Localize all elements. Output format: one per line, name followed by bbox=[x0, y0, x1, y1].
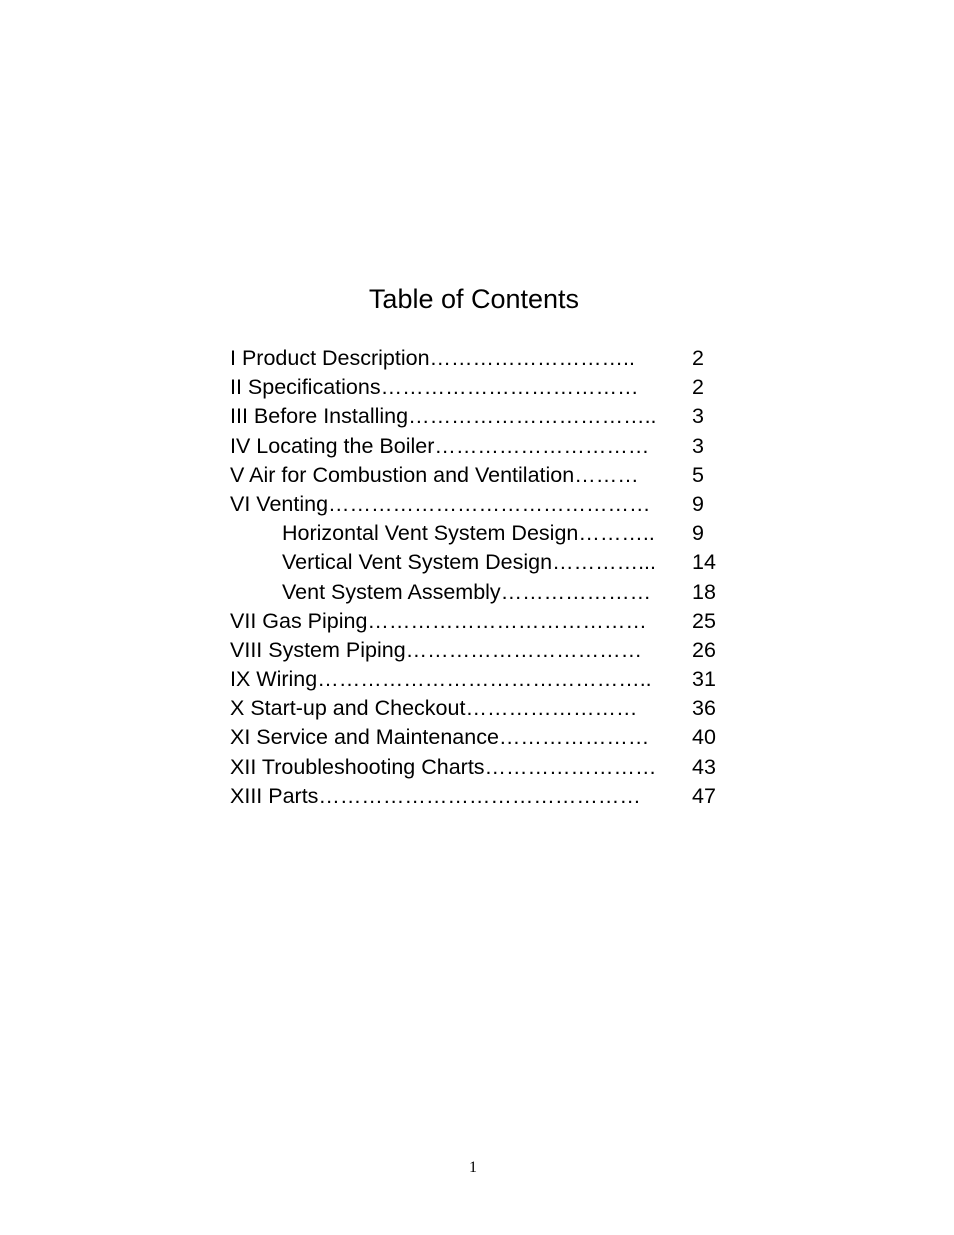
toc-entry-startup-checkout[interactable] bbox=[230, 694, 720, 723]
toc-entry-page: 40 bbox=[692, 725, 716, 750]
toc-title: Table of Contents bbox=[368, 284, 580, 314]
toc-entry-label: Vent System Assembly………………… bbox=[282, 579, 652, 604]
toc-entry-label: II Specifications……………………………… bbox=[230, 375, 639, 400]
toc-entry-venting[interactable] bbox=[230, 490, 720, 519]
toc-entry-label: VIII System Piping…………………………… bbox=[230, 637, 643, 662]
toc-entry-parts[interactable] bbox=[230, 782, 720, 811]
toc-entry-product-description[interactable] bbox=[230, 344, 720, 373]
toc-entry-page: 36 bbox=[692, 696, 716, 721]
toc-entry-service-maintenance[interactable] bbox=[230, 723, 720, 752]
toc-entry-label: I Product Description……………………….. bbox=[230, 346, 636, 370]
toc-entry-page: 47 bbox=[692, 783, 716, 808]
toc-entry-system-piping[interactable] bbox=[230, 636, 720, 665]
toc-entry-page: 43 bbox=[692, 754, 716, 779]
toc-entry-vertical-vent[interactable] bbox=[230, 548, 720, 577]
toc-entry-specifications[interactable] bbox=[230, 373, 720, 402]
toc-entry-label: VII Gas Piping………………………………… bbox=[230, 608, 647, 633]
toc-entry-page: 9 bbox=[692, 491, 704, 516]
toc-entry-label: XIII Parts……………………………………… bbox=[230, 783, 641, 808]
toc-entry-page: 25 bbox=[692, 608, 716, 633]
toc-entry-page: 14 bbox=[692, 550, 716, 575]
toc-entry-label: Horizontal Vent System Design……….. bbox=[282, 521, 655, 546]
toc-entry-vent-assembly[interactable] bbox=[230, 578, 720, 607]
toc-entry-air-combustion[interactable] bbox=[230, 461, 720, 490]
toc-entry-page: 9 bbox=[692, 521, 704, 546]
toc-entry-before-installing[interactable] bbox=[230, 402, 720, 431]
toc-entry-page: 3 bbox=[692, 404, 704, 429]
toc-entry-page: 3 bbox=[692, 433, 704, 458]
toc-entry-page: 2 bbox=[692, 346, 704, 370]
toc-entry-gas-piping[interactable] bbox=[230, 607, 720, 636]
toc-entry-page: 26 bbox=[692, 637, 716, 662]
page-number: 1 bbox=[469, 1159, 477, 1176]
toc-entry-label: III Before Installing…………………………….. bbox=[230, 404, 657, 429]
toc-entry-label: IX Wiring……………………………………….. bbox=[230, 667, 652, 692]
toc-list bbox=[230, 344, 720, 811]
toc-entry-label: XI Service and Maintenance………………… bbox=[230, 725, 650, 750]
toc-entry-label: XII Troubleshooting Charts…………………… bbox=[230, 754, 657, 779]
toc-entry-wiring[interactable] bbox=[230, 665, 720, 694]
toc-entry-page: 2 bbox=[692, 375, 704, 400]
toc-entry-page: 31 bbox=[692, 667, 716, 692]
toc-entry-troubleshooting[interactable] bbox=[230, 753, 720, 782]
toc-entry-page: 5 bbox=[692, 462, 704, 487]
toc-entry-label: VI Venting……………………………………… bbox=[230, 491, 651, 516]
toc-entry-label: Vertical Vent System Design…………... bbox=[282, 550, 656, 575]
toc-entry-horizontal-vent[interactable] bbox=[230, 519, 720, 548]
toc-entry-label: IV Locating the Boiler………………………… bbox=[230, 433, 650, 458]
toc-entry-label: X Start-up and Checkout…………………… bbox=[230, 696, 638, 721]
toc-entry-page: 18 bbox=[692, 579, 716, 604]
toc-entry-label: V Air for Combustion and Ventilation……… bbox=[230, 462, 639, 487]
toc-entry-locating-boiler[interactable] bbox=[230, 432, 720, 461]
